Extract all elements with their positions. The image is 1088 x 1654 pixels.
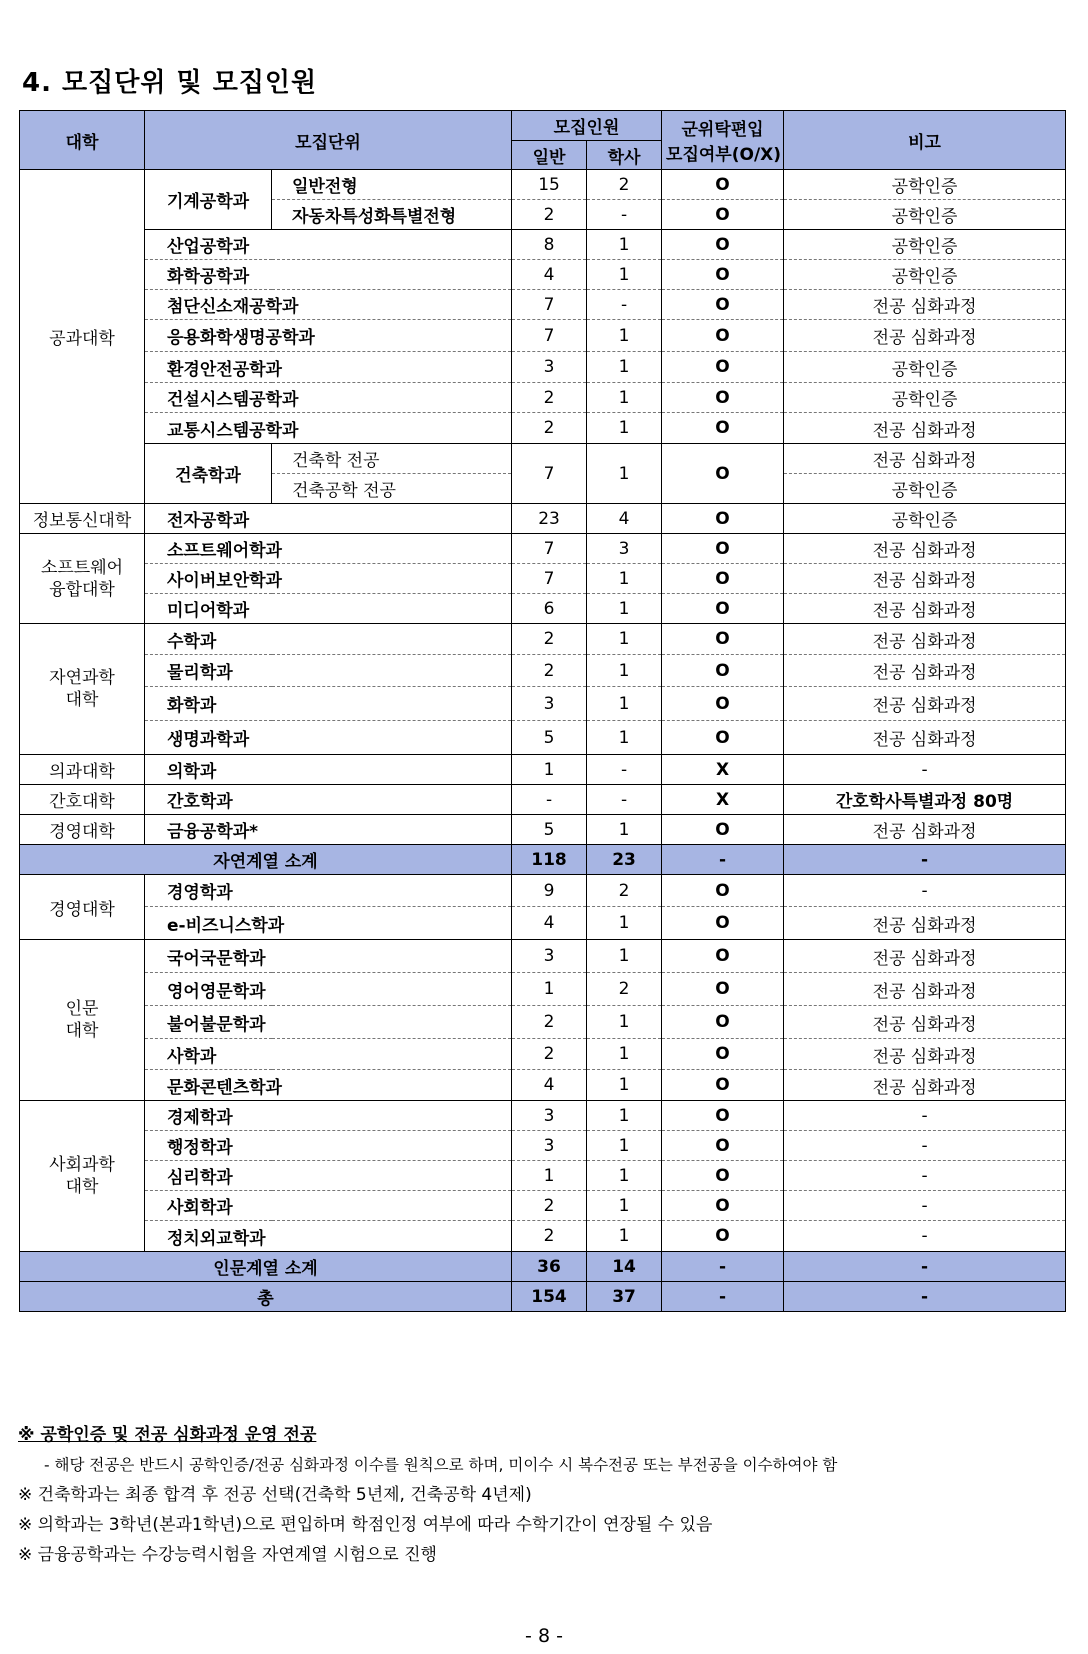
general-cell: 2 xyxy=(512,413,587,444)
note-cell: 공학인증 xyxy=(784,200,1066,230)
note-cell: 전공 심화과정 xyxy=(784,940,1066,973)
note-cell: - xyxy=(784,875,1066,907)
bachelor-cell: 2 xyxy=(587,973,662,1006)
ox-cell: O xyxy=(662,260,784,290)
dept-cell: 간호학과 xyxy=(145,785,512,815)
table-row xyxy=(20,230,1066,260)
dept-cell: 의학과 xyxy=(145,755,512,785)
college-cell xyxy=(20,534,145,624)
bachelor-cell: 1 xyxy=(587,624,662,655)
note-cell: - xyxy=(784,1131,1066,1161)
general-cell: 3 xyxy=(512,1101,587,1131)
header-quota: 모집인원 xyxy=(512,111,662,141)
ox-cell: O xyxy=(662,655,784,687)
note-cell: 전공 심화과정 xyxy=(784,413,1066,444)
ox-cell: O xyxy=(662,200,784,230)
ox-cell: O xyxy=(662,1131,784,1161)
college-label: 사회과학 대학 xyxy=(49,1155,115,1197)
general-cell: 5 xyxy=(512,815,587,845)
table-row xyxy=(20,815,1066,845)
sub-cell: 건축공학 전공 xyxy=(272,474,512,504)
note-medicine: ※ 의학과는 3학년(본과1학년)으로 편입하며 학점인정 여부에 따라 수학기간이 연장될 수 있음 xyxy=(18,1515,713,1535)
college-cell: 의과대학 xyxy=(20,755,145,785)
general-cell: 7 xyxy=(512,444,587,504)
table-row xyxy=(20,687,1066,721)
general-cell: 7 xyxy=(512,534,587,564)
bachelor-cell: 2 xyxy=(587,875,662,907)
note-cell: 공학인증 xyxy=(784,352,1066,383)
bachelor-cell: 1 xyxy=(587,260,662,290)
table-row xyxy=(20,352,1066,383)
table-row xyxy=(20,534,1066,564)
table-row xyxy=(20,907,1066,940)
bachelor-cell: 1 xyxy=(587,940,662,973)
general-cell: 4 xyxy=(512,260,587,290)
ox-cell: O xyxy=(662,907,784,940)
ox-cell: O xyxy=(662,624,784,655)
general-cell: 7 xyxy=(512,290,587,320)
note-cell: - xyxy=(784,1161,1066,1191)
general-cell: 3 xyxy=(512,1131,587,1161)
sub-cell: 일반전형 xyxy=(272,170,512,200)
bachelor-cell: 1 xyxy=(587,687,662,721)
general-cell: 1 xyxy=(512,755,587,785)
note-cell: 전공 심화과정 xyxy=(784,1039,1066,1070)
bachelor-cell: 1 xyxy=(587,444,662,504)
table-row xyxy=(20,1161,1066,1191)
dept-cell: 환경안전공학과 xyxy=(145,352,512,383)
general-cell: 36 xyxy=(512,1252,587,1282)
note-cell: - xyxy=(784,1282,1066,1312)
table-row xyxy=(20,1006,1066,1039)
dept-cell: 미디어학과 xyxy=(145,594,512,624)
sub-cell: 자동차특성화특별전형 xyxy=(272,200,512,230)
general-cell: 4 xyxy=(512,1070,587,1101)
dept-cell: 소프트웨어학과 xyxy=(145,534,512,564)
bachelor-cell: - xyxy=(587,290,662,320)
bachelor-cell: 14 xyxy=(587,1252,662,1282)
dept-cell: 사이버보안학과 xyxy=(145,564,512,594)
college-label: 자연과학 대학 xyxy=(49,668,115,710)
note-architecture: ※ 건축학과는 최종 합격 후 전공 선택(건축학 5년제, 건축공학 4년제) xyxy=(18,1485,532,1505)
note-cell: 전공 심화과정 xyxy=(784,594,1066,624)
note-cell: - xyxy=(784,1101,1066,1131)
table-row xyxy=(20,594,1066,624)
bachelor-cell: 1 xyxy=(587,1039,662,1070)
subtotal-label: 자연계열 소계 xyxy=(20,845,512,875)
ox-cell: O xyxy=(662,1039,784,1070)
table-row xyxy=(20,1070,1066,1101)
bachelor-cell: 1 xyxy=(587,721,662,755)
bachelor-cell: 1 xyxy=(587,1070,662,1101)
note-engineering-cert: ※ 공학인증 및 전공 심화과정 운영 전공 xyxy=(18,1425,317,1445)
general-cell: 2 xyxy=(512,1006,587,1039)
table-row xyxy=(20,1221,1066,1252)
ox-cell: O xyxy=(662,875,784,907)
note-cell: 공학인증 xyxy=(784,383,1066,413)
table-row xyxy=(20,1039,1066,1070)
college-cell: 공과대학 xyxy=(20,170,145,504)
general-cell: 2 xyxy=(512,624,587,655)
bachelor-cell: 1 xyxy=(587,564,662,594)
dept-cell: 영어영문학과 xyxy=(145,973,512,1006)
general-cell: 5 xyxy=(512,721,587,755)
note-cell: - xyxy=(784,755,1066,785)
general-cell: 8 xyxy=(512,230,587,260)
dept-cell: 행정학과 xyxy=(145,1131,512,1161)
ox-cell: O xyxy=(662,973,784,1006)
ox-cell: X xyxy=(662,755,784,785)
bachelor-cell: 23 xyxy=(587,845,662,875)
dept-cell: 불어불문학과 xyxy=(145,1006,512,1039)
ox-cell: O xyxy=(662,444,784,504)
table-row xyxy=(20,973,1066,1006)
general-cell: 118 xyxy=(512,845,587,875)
bachelor-cell: 1 xyxy=(587,320,662,352)
note-cell: 전공 심화과정 xyxy=(784,655,1066,687)
bachelor-cell: 1 xyxy=(587,655,662,687)
ox-cell: O xyxy=(662,290,784,320)
dept-cell: e-비즈니스학과 xyxy=(145,907,512,940)
ox-cell: O xyxy=(662,1161,784,1191)
note-cell: 전공 심화과정 xyxy=(784,290,1066,320)
dept-cell: 생명과학과 xyxy=(145,721,512,755)
ox-cell: O xyxy=(662,534,784,564)
note-cell: 전공 심화과정 xyxy=(784,624,1066,655)
table-row xyxy=(20,170,1066,200)
dept-cell: 물리학과 xyxy=(145,655,512,687)
dept-cell: 전자공학과 xyxy=(145,504,512,534)
table-row xyxy=(20,444,1066,474)
general-cell: 2 xyxy=(512,1221,587,1252)
dept-cell: 정치외교학과 xyxy=(145,1221,512,1252)
general-cell: 23 xyxy=(512,504,587,534)
header-unit: 모집단위 xyxy=(145,111,512,170)
table-row xyxy=(20,564,1066,594)
total-row xyxy=(20,1282,1066,1312)
dept-cell: 금융공학과* xyxy=(145,815,512,845)
bachelor-cell: 1 xyxy=(587,230,662,260)
note-cell: 공학인증 xyxy=(784,230,1066,260)
bachelor-cell: 37 xyxy=(587,1282,662,1312)
bachelor-cell: 1 xyxy=(587,1131,662,1161)
general-cell: 1 xyxy=(512,1161,587,1191)
dept-cell: 응용화학생명공학과 xyxy=(145,320,512,352)
general-cell: 1 xyxy=(512,973,587,1006)
note-cell: - xyxy=(784,1191,1066,1221)
ox-cell: O xyxy=(662,940,784,973)
college-cell: 정보통신대학 xyxy=(20,504,145,534)
note-cell: 공학인증 xyxy=(784,260,1066,290)
total-label: 총 xyxy=(20,1282,512,1312)
general-cell: 9 xyxy=(512,875,587,907)
ox-cell: O xyxy=(662,230,784,260)
note-cell: 전공 심화과정 xyxy=(784,534,1066,564)
note-cell: 전공 심화과정 xyxy=(784,564,1066,594)
note-cell: 전공 심화과정 xyxy=(784,444,1066,474)
bachelor-cell: 1 xyxy=(587,1161,662,1191)
subtotal-row xyxy=(20,845,1066,875)
note-cell: 전공 심화과정 xyxy=(784,1006,1066,1039)
ox-cell: O xyxy=(662,413,784,444)
note-cell: 간호학사특별과정 80명 xyxy=(784,785,1066,815)
ox-cell: O xyxy=(662,504,784,534)
note-cell: 공학인증 xyxy=(784,504,1066,534)
general-cell: 3 xyxy=(512,687,587,721)
college-label: 인문 대학 xyxy=(65,999,99,1041)
sub-cell: 건축학 전공 xyxy=(272,444,512,474)
table-row xyxy=(20,875,1066,907)
ox-cell: O xyxy=(662,564,784,594)
dept-cell: 건설시스템공학과 xyxy=(145,383,512,413)
header-military-line2: 모집여부(O/X) xyxy=(666,145,782,165)
note-cell: 전공 심화과정 xyxy=(784,907,1066,940)
ox-cell: O xyxy=(662,320,784,352)
table-row xyxy=(20,721,1066,755)
general-cell: 6 xyxy=(512,594,587,624)
ox-cell: - xyxy=(662,1282,784,1312)
college-label: 소프트웨어 융합대학 xyxy=(40,557,124,600)
general-cell: 4 xyxy=(512,907,587,940)
bachelor-cell: 1 xyxy=(587,413,662,444)
ox-cell: O xyxy=(662,383,784,413)
general-cell: 3 xyxy=(512,940,587,973)
dept-cell: 첨단신소재공학과 xyxy=(145,290,512,320)
dept-cell: 사학과 xyxy=(145,1039,512,1070)
dept-cell: 국어국문학과 xyxy=(145,940,512,973)
general-cell: - xyxy=(512,785,587,815)
college-cell: 경영대학 xyxy=(20,875,145,940)
bachelor-cell: 4 xyxy=(587,504,662,534)
general-cell: 2 xyxy=(512,655,587,687)
note-cell: 전공 심화과정 xyxy=(784,687,1066,721)
ox-cell: O xyxy=(662,1191,784,1221)
page-number: - 8 - xyxy=(525,1625,563,1647)
section-title: 4. 모집단위 및 모집인원 xyxy=(22,68,318,98)
college-cell: 경영대학 xyxy=(20,815,145,845)
dept-cell: 심리학과 xyxy=(145,1161,512,1191)
dept-cell: 경영학과 xyxy=(145,875,512,907)
bachelor-cell: 1 xyxy=(587,1221,662,1252)
table-row xyxy=(20,755,1066,785)
note-cell: 전공 심화과정 xyxy=(784,1070,1066,1101)
bachelor-cell: - xyxy=(587,755,662,785)
general-cell: 154 xyxy=(512,1282,587,1312)
ox-cell: - xyxy=(662,1252,784,1282)
college-cell xyxy=(20,624,145,755)
bachelor-cell: 3 xyxy=(587,534,662,564)
bachelor-cell: - xyxy=(587,200,662,230)
header-bachelor: 학사 xyxy=(587,141,662,170)
dept-cell: 교통시스템공학과 xyxy=(145,413,512,444)
ox-cell: - xyxy=(662,845,784,875)
note-financial-engineering: ※ 금융공학과는 수강능력시험을 자연계열 시험으로 진행 xyxy=(18,1545,437,1565)
note-cell: 공학인증 xyxy=(784,474,1066,504)
table-row xyxy=(20,383,1066,413)
table-row xyxy=(20,624,1066,655)
note-cell: 전공 심화과정 xyxy=(784,815,1066,845)
ox-cell: O xyxy=(662,594,784,624)
header-note: 비고 xyxy=(784,111,1066,170)
bachelor-cell: 2 xyxy=(587,170,662,200)
table-row xyxy=(20,320,1066,352)
ox-cell: O xyxy=(662,1006,784,1039)
table-row xyxy=(20,290,1066,320)
subtotal-row xyxy=(20,1252,1066,1282)
college-cell xyxy=(20,940,145,1101)
note-cell: 공학인증 xyxy=(784,170,1066,200)
dept-cell: 기계공학과 xyxy=(145,170,272,230)
subtotal-label: 인문계열 소계 xyxy=(20,1252,512,1282)
general-cell: 2 xyxy=(512,200,587,230)
ox-cell: O xyxy=(662,170,784,200)
bachelor-cell: 1 xyxy=(587,383,662,413)
table-row xyxy=(20,785,1066,815)
header-college: 대학 xyxy=(20,111,145,170)
ox-cell: O xyxy=(662,1101,784,1131)
bachelor-cell: 1 xyxy=(587,1006,662,1039)
note-cell: - xyxy=(784,845,1066,875)
note-cell: 전공 심화과정 xyxy=(784,320,1066,352)
dept-cell: 화학공학과 xyxy=(145,260,512,290)
general-cell: 2 xyxy=(512,383,587,413)
ox-cell: O xyxy=(662,721,784,755)
college-cell: 간호대학 xyxy=(20,785,145,815)
header-military xyxy=(662,111,784,170)
general-cell: 15 xyxy=(512,170,587,200)
table-row xyxy=(20,413,1066,444)
dept-cell: 수학과 xyxy=(145,624,512,655)
note-cell: - xyxy=(784,1252,1066,1282)
footnotes xyxy=(18,1420,837,1570)
table-row xyxy=(20,504,1066,534)
dept-cell: 경제학과 xyxy=(145,1101,512,1131)
dept-cell: 산업공학과 xyxy=(145,230,512,260)
ox-cell: X xyxy=(662,785,784,815)
dept-cell: 건축학과 xyxy=(145,444,272,504)
table-row xyxy=(20,1131,1066,1161)
table-row xyxy=(20,655,1066,687)
college-cell xyxy=(20,1101,145,1252)
note-cell: - xyxy=(784,1221,1066,1252)
general-cell: 2 xyxy=(512,1039,587,1070)
ox-cell: O xyxy=(662,687,784,721)
table-row xyxy=(20,1191,1066,1221)
note-cell: 전공 심화과정 xyxy=(784,721,1066,755)
bachelor-cell: 1 xyxy=(587,1101,662,1131)
ox-cell: O xyxy=(662,1070,784,1101)
table-row xyxy=(20,260,1066,290)
dept-cell: 문화콘텐츠학과 xyxy=(145,1070,512,1101)
note-cell: 전공 심화과정 xyxy=(784,973,1066,1006)
dept-cell: 화학과 xyxy=(145,687,512,721)
bachelor-cell: 1 xyxy=(587,1191,662,1221)
ox-cell: O xyxy=(662,1221,784,1252)
general-cell: 2 xyxy=(512,1191,587,1221)
bachelor-cell: 1 xyxy=(587,907,662,940)
bachelor-cell: - xyxy=(587,785,662,815)
header-general: 일반 xyxy=(512,141,587,170)
ox-cell: O xyxy=(662,815,784,845)
bachelor-cell: 1 xyxy=(587,815,662,845)
table-row xyxy=(20,1101,1066,1131)
ox-cell: O xyxy=(662,352,784,383)
general-cell: 3 xyxy=(512,352,587,383)
general-cell: 7 xyxy=(512,564,587,594)
note-engineering-cert-detail: - 해당 전공은 반드시 공학인증/전공 심화과정 이수를 원칙으로 하며, 미이수 시 복수전공 또는 부전공을 이수하여야 함 xyxy=(44,1456,838,1474)
admission-quota-table xyxy=(19,110,1066,1312)
bachelor-cell: 1 xyxy=(587,594,662,624)
dept-cell: 사회학과 xyxy=(145,1191,512,1221)
bachelor-cell: 1 xyxy=(587,352,662,383)
header-military-line1: 군위탁편입 xyxy=(681,120,764,140)
general-cell: 7 xyxy=(512,320,587,352)
table-row xyxy=(20,940,1066,973)
